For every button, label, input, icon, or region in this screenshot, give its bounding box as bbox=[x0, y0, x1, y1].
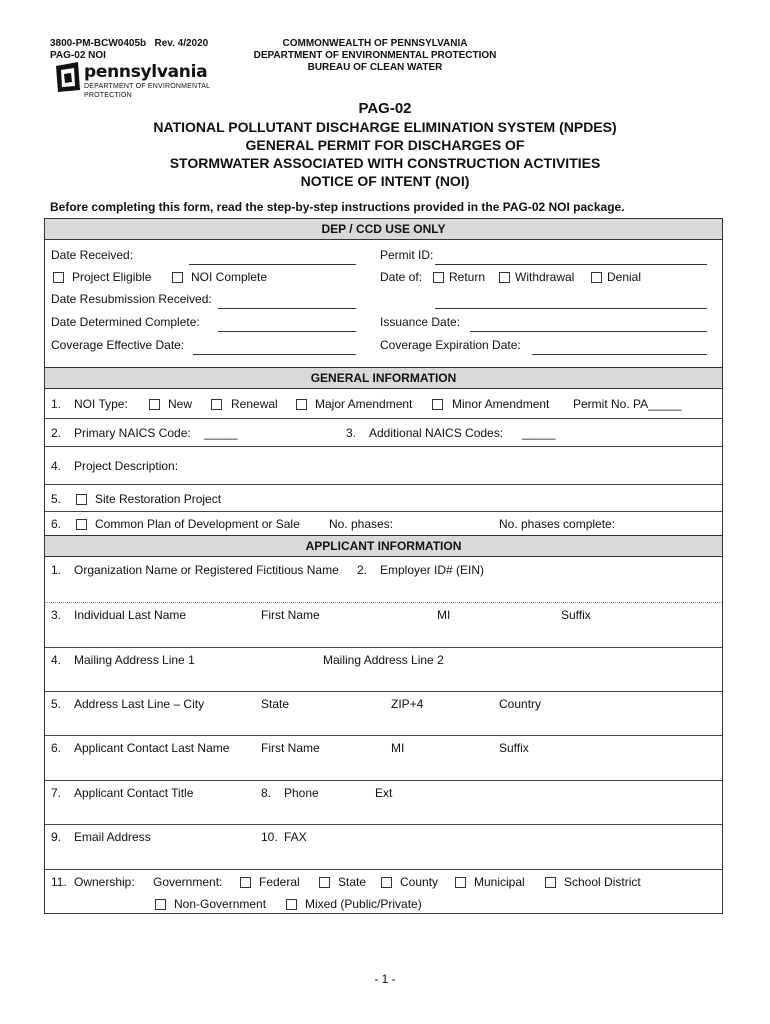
federal-label: Federal bbox=[259, 875, 300, 889]
divider bbox=[45, 484, 722, 485]
q1-number: 1. bbox=[51, 397, 62, 411]
denial-checkbox[interactable] bbox=[591, 272, 602, 283]
instructions-note: Before completing this form, read the step-by-step instructions provided in the PAG-02 NOI package. bbox=[50, 200, 625, 214]
a4-number: 4. bbox=[51, 653, 62, 667]
municipal-checkbox[interactable] bbox=[455, 877, 466, 888]
state-ownership-checkbox[interactable] bbox=[319, 877, 330, 888]
common-plan-checkbox[interactable] bbox=[76, 519, 87, 530]
individual-last-name-label: Individual Last Name bbox=[74, 608, 187, 622]
first-name-label: First Name bbox=[261, 608, 320, 622]
coverage-expiration-label: Coverage Expiration Date: bbox=[380, 338, 521, 352]
general-info-heading: GENERAL INFORMATION bbox=[45, 367, 722, 389]
noi-type-major-checkbox[interactable] bbox=[296, 399, 307, 410]
page-number: - 1 - bbox=[374, 972, 396, 986]
federal-checkbox[interactable] bbox=[240, 877, 251, 888]
q3-number: 3. bbox=[346, 426, 357, 440]
withdrawal-label: Withdrawal bbox=[515, 270, 575, 284]
project-eligible-checkbox[interactable] bbox=[53, 272, 64, 283]
noi-form bbox=[44, 218, 723, 914]
agency-line-3: BUREAU OF CLEAN WATER bbox=[307, 62, 443, 73]
date-of-field[interactable] bbox=[435, 308, 707, 309]
coverage-effective-label: Coverage Effective Date: bbox=[51, 338, 185, 352]
logo-subtitle bbox=[84, 82, 210, 100]
contact-mi-label: MI bbox=[391, 741, 405, 755]
divider bbox=[45, 511, 722, 512]
no-phases-label: No. phases: bbox=[329, 517, 394, 531]
municipal-label: Municipal bbox=[474, 875, 525, 889]
government-label: Government: bbox=[153, 875, 223, 889]
noi-type-renewal-label: Renewal bbox=[231, 397, 278, 411]
date-of-label: Date of: bbox=[380, 270, 423, 284]
zip-label: ZIP+4 bbox=[391, 697, 424, 711]
phone-label: Phone bbox=[284, 786, 319, 800]
noi-type-renewal-checkbox[interactable] bbox=[211, 399, 222, 410]
noi-type-new-label: New bbox=[168, 397, 193, 411]
logo-wordmark: pennsylvania bbox=[84, 62, 208, 82]
county-checkbox[interactable] bbox=[381, 877, 392, 888]
document-title bbox=[40, 100, 730, 190]
form-code: PAG-02 NOI bbox=[50, 50, 106, 61]
date-determined-label: Date Determined Complete: bbox=[51, 315, 200, 329]
no-phases-complete-label: No. phases complete: bbox=[499, 517, 616, 531]
divider bbox=[45, 869, 722, 870]
return-checkbox[interactable] bbox=[433, 272, 444, 283]
permit-id-field[interactable] bbox=[435, 264, 707, 265]
denial-label: Denial bbox=[607, 270, 642, 284]
primary-naics-label: Primary NAICS Code: bbox=[74, 426, 191, 440]
q2-number: 2. bbox=[51, 426, 62, 440]
city-label: Address Last Line – City bbox=[74, 697, 205, 711]
primary-naics-field[interactable]: _____ bbox=[204, 426, 238, 440]
a5-number: 5. bbox=[51, 697, 62, 711]
ownership-label: Ownership: bbox=[74, 875, 135, 889]
divider bbox=[45, 691, 722, 692]
contact-last-name-label: Applicant Contact Last Name bbox=[74, 741, 230, 755]
site-restoration-label: Site Restoration Project bbox=[95, 492, 222, 506]
noi-type-new-checkbox[interactable] bbox=[149, 399, 160, 410]
mi-label: MI bbox=[437, 608, 451, 622]
contact-suffix-label: Suffix bbox=[499, 741, 529, 755]
issuance-date-field[interactable] bbox=[470, 331, 707, 332]
agency-line-1: COMMONWEALTH OF PENNSYLVANIA bbox=[282, 38, 468, 49]
noi-complete-checkbox[interactable] bbox=[172, 272, 183, 283]
title-line-2: NATIONAL POLLUTANT DISCHARGE ELIMINATION SYSTEM (NPDES) bbox=[153, 119, 617, 135]
additional-naics-label: Additional NAICS Codes: bbox=[369, 426, 504, 440]
logo-subtitle-line-2: PROTECTION bbox=[84, 92, 132, 99]
mailing-address-1-label: Mailing Address Line 1 bbox=[74, 653, 195, 667]
suffix-label: Suffix bbox=[561, 608, 591, 622]
withdrawal-checkbox[interactable] bbox=[499, 272, 510, 283]
project-description-label: Project Description: bbox=[74, 459, 179, 473]
mixed-checkbox[interactable] bbox=[286, 899, 297, 910]
divider bbox=[45, 735, 722, 736]
date-received-label: Date Received: bbox=[51, 248, 134, 262]
title-line-3: GENERAL PERMIT FOR DISCHARGES OF bbox=[245, 137, 525, 153]
project-eligible-label: Project Eligible bbox=[72, 270, 152, 284]
q4-number: 4. bbox=[51, 459, 62, 473]
a1-number: 1. bbox=[51, 563, 62, 577]
date-determined-field[interactable] bbox=[218, 331, 356, 332]
non-government-label: Non-Government bbox=[174, 897, 267, 911]
school-district-label: School District bbox=[564, 875, 641, 889]
non-government-checkbox[interactable] bbox=[155, 899, 166, 910]
fax-label: FAX bbox=[284, 830, 307, 844]
applicant-info-heading: APPLICANT INFORMATION bbox=[45, 535, 722, 557]
q6-number: 6. bbox=[51, 517, 62, 531]
permit-no-field[interactable]: Permit No. PA_____ bbox=[573, 397, 682, 411]
contact-title-label: Applicant Contact Title bbox=[74, 786, 194, 800]
permit-id-label: Permit ID: bbox=[380, 248, 434, 262]
divider bbox=[45, 418, 722, 419]
common-plan-label: Common Plan of Development or Sale bbox=[95, 517, 300, 531]
form-identifier bbox=[50, 38, 208, 62]
ein-label: Employer ID# (EIN) bbox=[380, 563, 485, 577]
a7-number: 7. bbox=[51, 786, 62, 800]
divider bbox=[45, 780, 722, 781]
agency-header bbox=[240, 38, 510, 74]
date-resubmission-label: Date Resubmission Received: bbox=[51, 292, 212, 306]
coverage-effective-field[interactable] bbox=[193, 354, 356, 355]
a2-number: 2. bbox=[357, 563, 368, 577]
additional-naics-field[interactable]: _____ bbox=[522, 426, 556, 440]
title-line-1: PAG-02 bbox=[358, 100, 412, 117]
ext-label: Ext bbox=[375, 786, 393, 800]
date-received-field[interactable] bbox=[189, 264, 356, 265]
county-label: County bbox=[400, 875, 439, 889]
q5-number: 5. bbox=[51, 492, 62, 506]
title-line-4: STORMWATER ASSOCIATED WITH CONSTRUCTION ACTIVITIES bbox=[169, 155, 601, 171]
noi-type-minor-checkbox[interactable] bbox=[432, 399, 443, 410]
noi-type-minor-label: Minor Amendment bbox=[452, 397, 550, 411]
country-label: Country bbox=[499, 697, 542, 711]
return-label: Return bbox=[449, 270, 486, 284]
a8-number: 8. bbox=[261, 786, 272, 800]
noi-type-label: NOI Type: bbox=[74, 397, 128, 411]
state-ownership-label: State bbox=[338, 875, 367, 889]
issuance-date-label: Issuance Date: bbox=[380, 315, 461, 329]
logo-subtitle-line-1: DEPARTMENT OF ENVIRONMENTAL bbox=[84, 83, 211, 90]
divider bbox=[45, 824, 722, 825]
title-line-5: NOTICE OF INTENT (NOI) bbox=[300, 173, 470, 189]
noi-complete-label: NOI Complete bbox=[191, 270, 268, 284]
agency-line-2: DEPARTMENT OF ENVIRONMENTAL PROTECTION bbox=[253, 50, 497, 61]
site-restoration-checkbox[interactable] bbox=[76, 494, 87, 505]
a10-number: 10. bbox=[261, 830, 278, 844]
coverage-expiration-field[interactable] bbox=[532, 354, 707, 355]
mixed-label: Mixed (Public/Private) bbox=[305, 897, 422, 911]
divider bbox=[45, 647, 722, 648]
contact-first-name-label: First Name bbox=[261, 741, 320, 755]
noi-type-major-label: Major Amendment bbox=[315, 397, 413, 411]
a11-number: 11. bbox=[51, 875, 67, 889]
date-resubmission-field[interactable] bbox=[218, 308, 356, 309]
keystone-logo-icon bbox=[52, 60, 82, 94]
dep-section-heading: DEP / CCD USE ONLY bbox=[45, 219, 722, 240]
form-number: 3800-PM-BCW0405b Rev. 4/2020 bbox=[50, 38, 209, 49]
school-district-checkbox[interactable] bbox=[545, 877, 556, 888]
a6-number: 6. bbox=[51, 741, 62, 755]
state-label: State bbox=[261, 697, 290, 711]
email-label: Email Address bbox=[74, 830, 151, 844]
dotted-divider bbox=[45, 602, 722, 603]
a3-number: 3. bbox=[51, 608, 62, 622]
divider bbox=[45, 446, 722, 447]
organization-name-label: Organization Name or Registered Fictitious Name bbox=[74, 563, 339, 577]
a9-number: 9. bbox=[51, 830, 62, 844]
mailing-address-2-label: Mailing Address Line 2 bbox=[323, 653, 444, 667]
